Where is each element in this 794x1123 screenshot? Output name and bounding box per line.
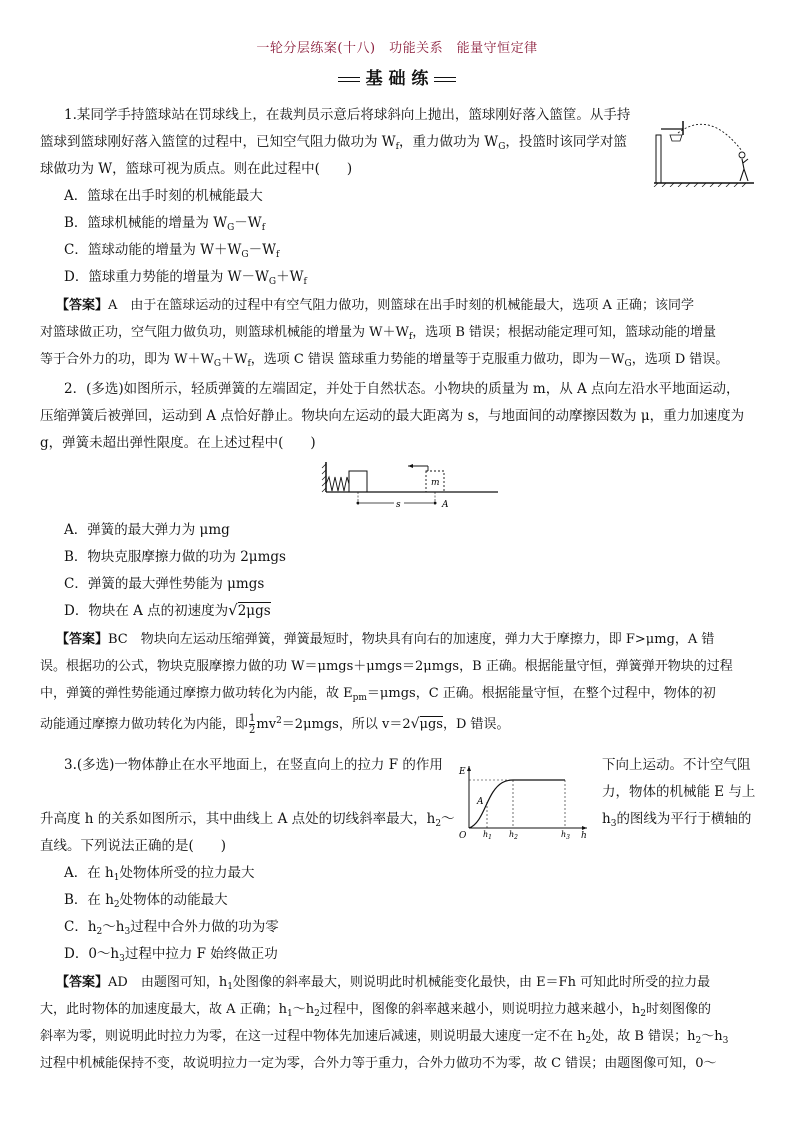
spring-figure	[320, 458, 500, 514]
answer-text: ＝μmgs，C 正确。根据能量守恒，在整个过程中，物体的初	[366, 686, 716, 701]
q2-answer-line-4: 动能通过摩擦力做功转化为内能，即 $\frac{1}{2}$ $mv^2=2\mu mgs$，所以 v＝2√μgs，D 错误。	[40, 713, 510, 736]
subscript: G	[268, 277, 277, 287]
origin-label: O	[459, 831, 467, 840]
section-title	[0, 64, 794, 89]
q1-line-3: 球做功为 W，篮球可视为质点。则在此过程中( )	[40, 161, 353, 177]
subscript: pm	[352, 693, 367, 703]
q3-line-1a: 3.(多选)一物体静止在水平地面上，在竖直向上的拉力 F 的作用	[64, 757, 443, 773]
answer-text: ，D 错误。	[442, 717, 510, 732]
option-text: C．h	[64, 919, 97, 935]
q3-text: ～	[441, 811, 455, 827]
q3-text: h	[602, 811, 611, 827]
subscript: 3	[124, 927, 131, 937]
q1-text: 篮球到篮球刚好落入篮筐的过程中，已知空气阻力做功为 W	[40, 134, 396, 150]
q3-line-4: 直线。下列说法正确的是( )	[40, 838, 227, 854]
x-arrow-icon	[582, 826, 587, 830]
answer-text: ，选项 D 错误。	[631, 352, 729, 367]
answer-text: ＝2μmgs，所以 v＝2	[281, 717, 411, 732]
ball-icon	[739, 152, 745, 158]
q3-answer-line-3: 斜率为零，则说明此时拉力为零，在这一过程中物体先加速后减速，则说明最大速度一定不在 $h_2$处，故 B 错误；$h_2\sim h_3$	[40, 1029, 729, 1046]
y-arrow-icon	[467, 766, 471, 771]
arrow-head-icon	[408, 464, 413, 468]
q2-answer-line-1	[56, 628, 714, 647]
answer-text: AD 由题图可知，h	[108, 975, 228, 990]
subscript: f	[261, 223, 266, 233]
answer-text: ＋W	[221, 352, 248, 367]
subscript: f	[247, 359, 251, 369]
option-text: B．在 h	[64, 892, 114, 908]
q1-option-d: D．篮球重力势能的增量为 $W-W_G+W_f$	[64, 269, 307, 287]
subscript: 2	[96, 927, 103, 937]
mass-label: m	[431, 478, 440, 488]
subscript: 2	[314, 1009, 320, 1019]
q2-line-1: 2．(多选)如图所示，轻质弹簧的左端固定，并处于自然状态。小物块的质量为 m，从 A 点向左沿水平地面运动，	[64, 381, 740, 397]
h1-label: $h_1$	[483, 830, 492, 840]
option-text: 处物体所受的拉力最大	[119, 865, 255, 881]
subscript: f	[275, 250, 280, 260]
q1-option-a: A．篮球在出手时刻的机械能最大	[64, 188, 263, 204]
q2-line-2: 压缩弹簧后被弹回，运动到 A 点恰好静止。物块向左运动的最大距离为 s，与地面间的动摩擦因数为 μ，重力加速度为	[40, 408, 745, 424]
q1-line-1: 1.某同学手持篮球站在罚球线上，在裁判员示意后将球斜向上抛出，篮球刚好落入篮筐。从手持	[64, 107, 631, 123]
answer-text: BC 物块向左运动压缩弹簧，弹簧最短时，物块具有向右的加速度，弹力大于摩擦力，即 F>μmg，A 错	[108, 632, 715, 647]
answer-text: 等于合外力的功，即为 W＋W	[40, 352, 214, 367]
subscript: f	[395, 142, 400, 152]
subscript: G	[498, 142, 506, 152]
point-a-label: A	[442, 500, 449, 510]
answer-text: 对篮球做正功，空气阻力做负功，则篮球机械能的增量为 W＋W	[40, 325, 409, 340]
ball-trajectory	[678, 124, 742, 151]
option-text: C．篮球动能的增量为 W＋W	[64, 242, 242, 258]
divider	[338, 77, 360, 82]
q1-answer-line-1	[56, 294, 694, 313]
q2-line-3: g，弹簧未超出弹性限度。在上述过程中( )	[40, 435, 316, 451]
answer-text: 过程中，图像的斜率越来越小，则说明拉力越来越小，h	[319, 1002, 641, 1017]
sqrt-radicand: μgs	[419, 717, 443, 732]
subscript: 2	[640, 1009, 646, 1019]
q3-text: 的图线为平行于横轴的	[616, 811, 752, 827]
subscript: 1	[287, 1009, 293, 1019]
block-left	[349, 471, 367, 492]
q1-answer-line-3	[40, 348, 728, 369]
option-text: 过程中合外力做的功为零	[130, 919, 279, 935]
answer-text: 斜率为零，则说明此时拉力为零，在这一过程中物体先加速后减速，则说明最大速度一定不在 h	[40, 1029, 586, 1044]
option-text: B．篮球机械能的增量为 W	[64, 215, 228, 231]
q2-option-b: B．物块克服摩擦力做的功为 2μmgs	[64, 549, 286, 565]
q2-option-d: D．物块在 A 点的初速度为√2μgs	[64, 601, 271, 619]
option-text: D．篮球重力势能的增量为 W－W	[64, 269, 269, 285]
sqrt-radicand: 2μgs	[237, 603, 271, 619]
q3-answer-line-1	[56, 971, 710, 992]
subscript: 1	[227, 982, 233, 992]
q3-answer-line-4: 过程中机械能保持不变，故说明拉力一定为零，合外力等于重力，合外力做功不为零，故 C 错误；由题图像可知，0～	[40, 1056, 717, 1071]
subscript: 3	[610, 819, 617, 829]
subscript: G	[624, 359, 632, 369]
answer-text: 动能通过摩擦力做功转化为内能，即	[40, 717, 249, 732]
q2-answer-line-2: 误。根据功的公式，物块克服摩擦力做的功 W＝μmgs＋μmgs＝2μmgs，B 正确。根据能量守恒，弹簧弹开物块的过程	[40, 659, 733, 674]
q3-answer-line-2: 大，此时物体的加速度最大，故 A 正确；$h_1\sim h_2$过程中，图像的斜率越来越小，则说明拉力越来越小，$h_2$时刻图像的	[40, 1002, 711, 1019]
q3-text: 升高度 h 的关系如图所示，其中曲线上 A 点处的切线斜率最大，h	[40, 811, 436, 827]
q3-option-c: C．$h_2\sim h_3$过程中合外力做的功为零	[64, 919, 279, 937]
y-axis-label: E	[459, 767, 466, 777]
superscript: 2	[276, 716, 282, 726]
answer-text: ，选项 C 错误 篮球重力势能的增量等于克服重力做功，即为－W	[250, 352, 625, 367]
q1-line-2	[40, 130, 627, 152]
answer-text: mv	[256, 717, 277, 732]
section-label: 基 础 练	[365, 69, 429, 89]
divider	[434, 77, 456, 82]
answer-text: 处图像的斜率最大，则说明此时机械能变化最快，由 E＝Fh 可知此时所受的拉力最	[232, 975, 711, 990]
subscript: f	[303, 277, 307, 287]
answer-label: 【答案】	[56, 975, 109, 990]
subscript: f	[408, 332, 413, 342]
answer-text: 大，此时物体的加速度最大，故 A 正确；h	[40, 1002, 288, 1017]
subscript: 2	[113, 900, 120, 910]
q2-option-c: C．弹簧的最大弹性势能为 μmgs	[64, 576, 265, 592]
subscript: G	[241, 250, 249, 260]
q3-line-1b: 下向上运动。不计空气阻	[602, 757, 751, 773]
hoop-net	[670, 135, 682, 141]
option-text: D．物块在 A 点的初速度为	[64, 603, 229, 619]
q1-text: ，重力做功为 W	[399, 134, 499, 150]
q1-option-c: C．篮球动能的增量为 $W+W_G-W_f$	[64, 242, 280, 260]
option-text: 处物体的动能最大	[119, 892, 228, 908]
q3-option-a	[64, 861, 254, 883]
h2-label: $h_2$	[509, 830, 518, 840]
q3-line-3b	[602, 807, 751, 829]
subscript: 3	[722, 1036, 729, 1046]
q1-text: ，投篮时该同学对篮	[505, 134, 627, 150]
subscript: 2	[435, 819, 442, 829]
subscript: G	[227, 223, 235, 233]
option-text: A．在 h	[64, 865, 114, 881]
q1-option-b: B．篮球机械能的增量为 $W_G-W_f$	[64, 215, 266, 233]
answer-text: ，选项 B 错误；根据动能定理可知，篮球动能的增量	[412, 325, 717, 340]
page-header: 一轮分层练案(十八) 功能关系 能量守恒定律	[256, 41, 538, 56]
q2-answer-line-3	[40, 682, 716, 703]
point-a-label: A	[477, 797, 484, 807]
q3-line-2: 力，物体的机械能 E 与上	[602, 784, 756, 800]
subscript: G	[213, 359, 222, 369]
subscript: 1	[113, 873, 120, 883]
answer-label: 【答案】	[56, 298, 109, 313]
spring-icon	[326, 477, 349, 491]
answer-label: 【答案】	[56, 632, 109, 647]
q1-answer-line-2	[40, 321, 716, 342]
answer-text: A 由于在篮球运动的过程中有空气阻力做功，则篮球在出手时刻的机械能最大，选项 A 正确；该同学	[108, 298, 695, 313]
q3-option-b	[64, 888, 228, 910]
option-text: D．0～h	[64, 946, 120, 962]
q3-line-3a	[40, 807, 455, 829]
answer-text: 处，故 B 错误；h	[591, 1029, 696, 1044]
option-text: 过程中拉力 F 始终做正功	[124, 946, 278, 962]
energy-graph	[455, 762, 595, 840]
q2-option-a: A．弹簧的最大弹力为 μmg	[64, 522, 230, 538]
fraction: $\frac{1}{2}$	[249, 713, 256, 736]
player-icon	[740, 159, 748, 181]
q3-option-d	[64, 942, 278, 964]
answer-text: 中，弹簧的弹性势能通过摩擦力做功转化为内能，故 E	[40, 686, 353, 701]
hoop-pole	[656, 135, 661, 183]
distance-label: s	[396, 500, 401, 510]
h3-label: $h_3$	[561, 830, 570, 840]
subscript: 3	[119, 954, 125, 964]
basketball-figure	[650, 115, 760, 187]
x-axis-label: h	[581, 831, 587, 840]
subscript: 2	[695, 1036, 702, 1046]
answer-text: 时刻图像的	[645, 1002, 711, 1017]
subscript: 2	[585, 1036, 592, 1046]
